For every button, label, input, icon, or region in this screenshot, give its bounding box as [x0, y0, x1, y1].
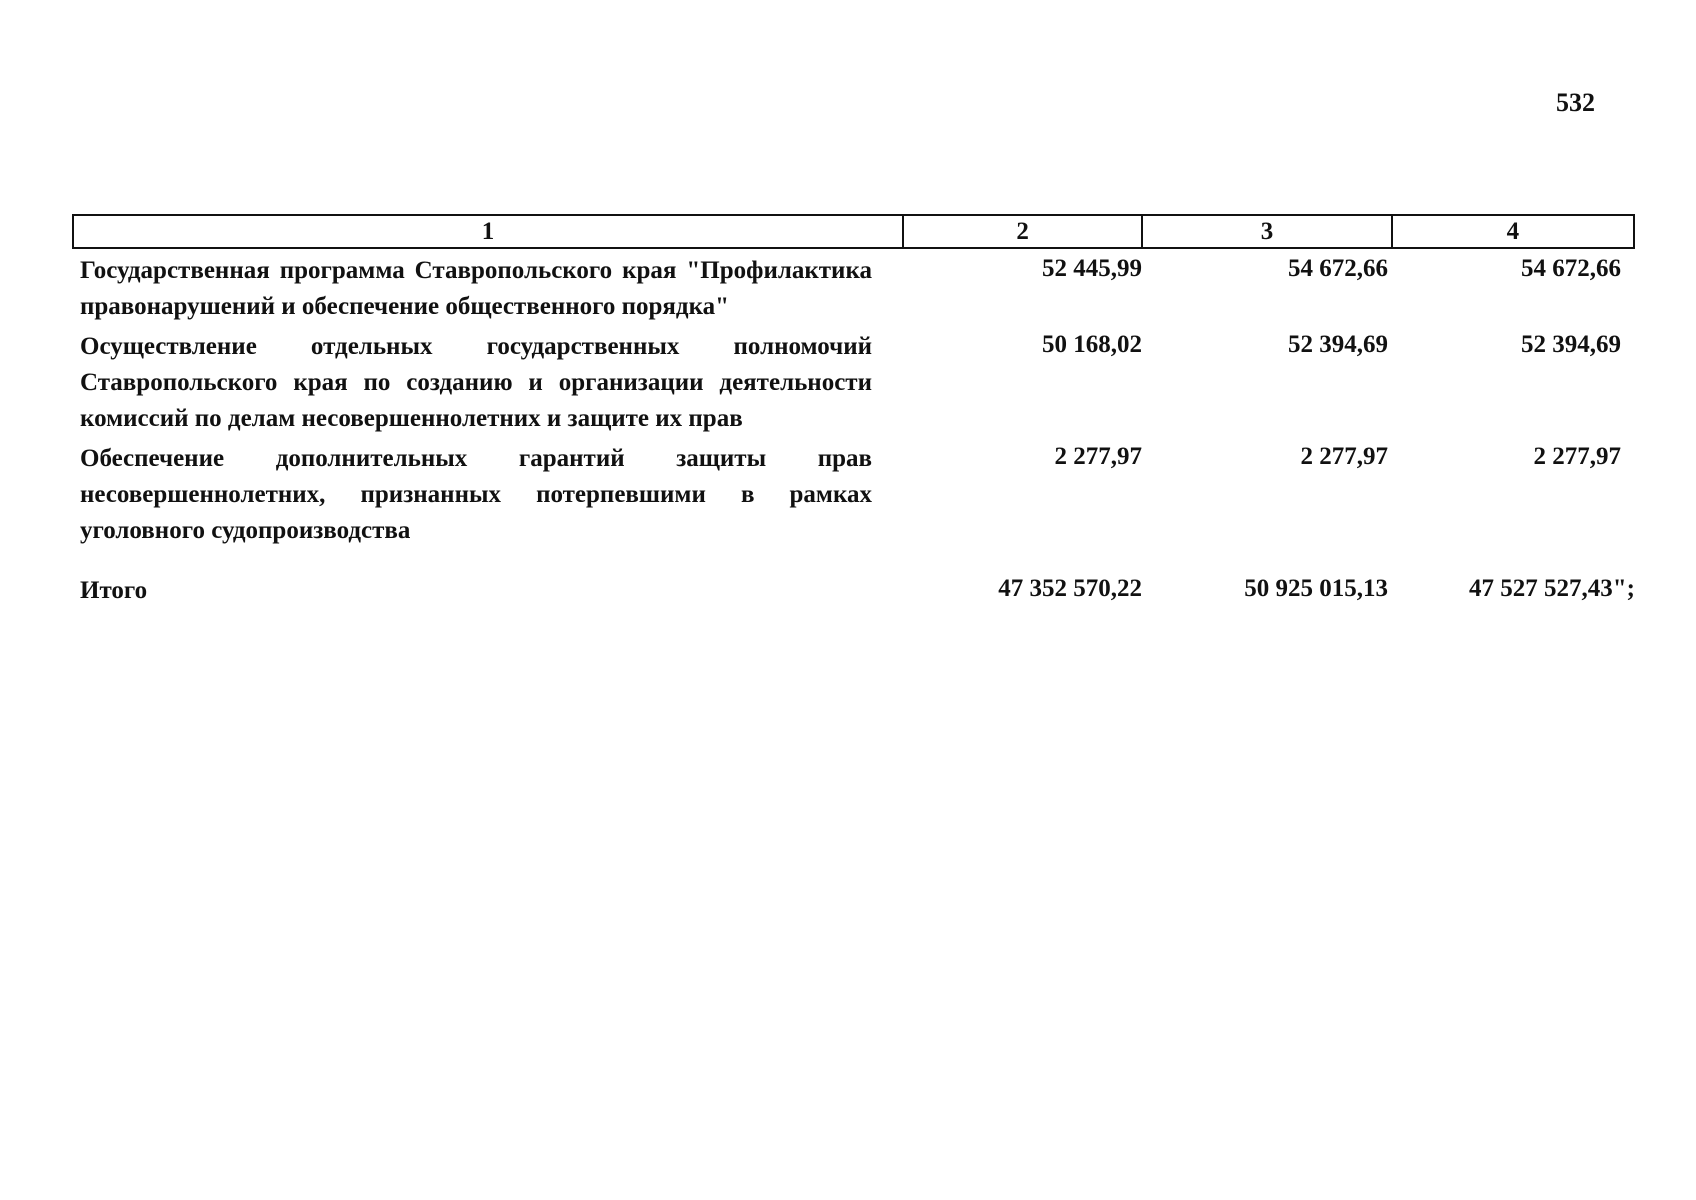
- total-value-col3: 50 925 015,13: [1244, 575, 1388, 602]
- total-value-col4: 47 527 527,43";: [1469, 575, 1635, 602]
- row-value-col3: 54 672,66: [1288, 255, 1388, 282]
- row-value-col4: 52 394,69: [1521, 331, 1621, 358]
- row-description: Осуществление отдельных государственных полномочий Ставропольского края по созданию и организации деятельности комиссий по делам несовершеннолетних и защите их прав: [80, 333, 872, 432]
- table-header-row: [72, 214, 1635, 249]
- header-column-3: 3: [1141, 216, 1390, 247]
- total-value-col2: 47 352 570,22: [998, 575, 1142, 602]
- row-value-col4: 2 277,97: [1533, 443, 1621, 470]
- row-value-col4: 54 672,66: [1521, 255, 1621, 282]
- row-value-col3: 52 394,69: [1288, 331, 1388, 358]
- table-row: [72, 249, 1635, 325]
- row-value-col2: 52 445,99: [1042, 255, 1142, 282]
- total-label: Итого: [80, 577, 148, 604]
- table-row: [72, 325, 1635, 437]
- page-number: 532: [1556, 88, 1595, 117]
- row-value-col3: 2 277,97: [1300, 443, 1388, 470]
- row-value-col2: 50 168,02: [1042, 331, 1142, 358]
- header-column-2: 2: [902, 216, 1141, 247]
- row-description: Обеспечение дополнительных гарантий защиты прав несовершеннолетних, признанных потерпевшими в рамках уголовного судопроизводства: [80, 445, 872, 544]
- table-row: [72, 437, 1635, 549]
- header-column-4: 4: [1391, 216, 1633, 247]
- budget-table: [72, 214, 1635, 609]
- header-column-1: 1: [481, 218, 495, 245]
- row-description: Государственная программа Ставропольского края "Профилактика правонарушений и обеспечение общественного порядка": [80, 257, 872, 320]
- total-row: [72, 569, 1635, 609]
- row-value-col2: 2 277,97: [1054, 443, 1142, 470]
